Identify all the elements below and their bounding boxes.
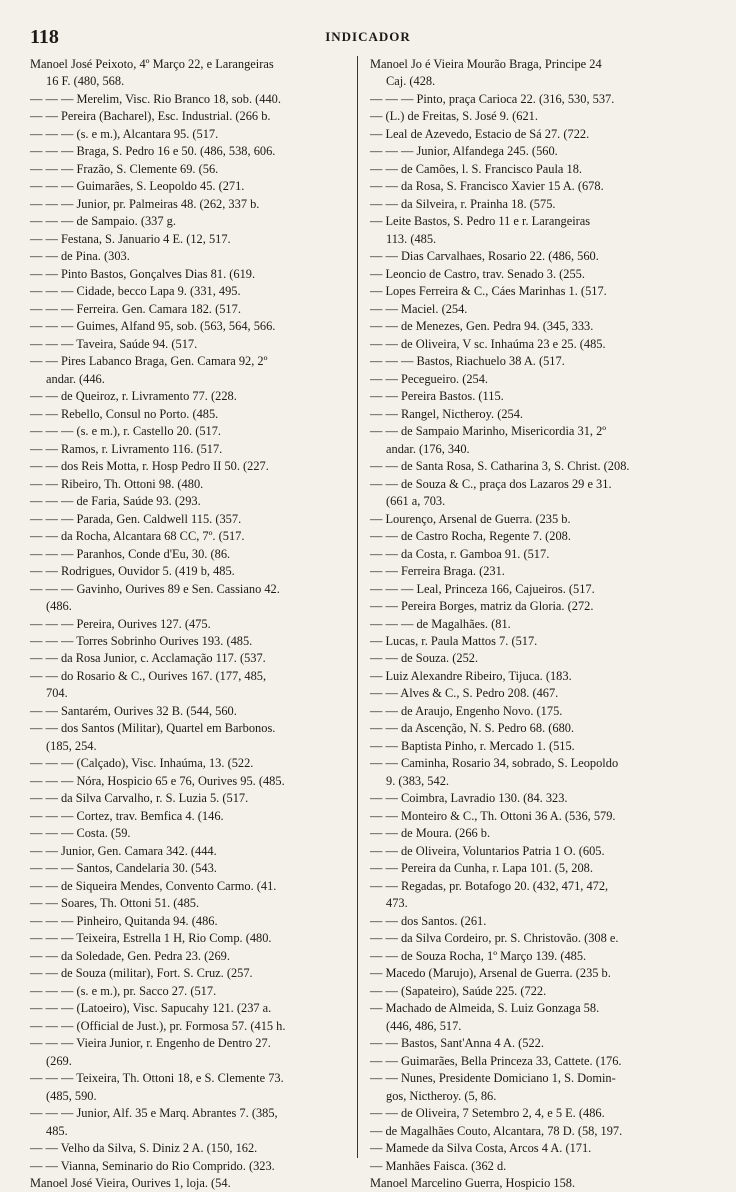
entry-line: — — — Nóra, Hospicio 65 e 76, Ourives 95. (485. xyxy=(30,773,285,788)
entry-line: — — — Parada, Gen. Caldwell 115. (357. xyxy=(30,511,242,526)
entry-line: — — Rodrigues, Ouvidor 5. (419 b, 485. xyxy=(30,564,235,579)
entry-line: (185, 254. xyxy=(46,738,97,753)
entry-line: — — Regadas, pr. Botafogo 20. (432, 471, 472, xyxy=(370,878,609,893)
entry-line: (486. xyxy=(46,599,72,614)
entry-line: — (L.) de Freitas, S. José 9. (621. xyxy=(370,109,538,124)
entry-line: — — Rebello, Consul no Porto. (485. xyxy=(30,406,219,421)
entry-line: — — de Araujo, Engenho Novo. (175. xyxy=(370,703,563,718)
entry-line: — Lourenço, Arsenal de Guerra. (235 b. xyxy=(370,511,571,526)
right-column xyxy=(370,56,712,1190)
entry-line: — Leite Bastos, S. Pedro 11 e r. Larangeiras xyxy=(370,214,591,229)
entry-line: — — — (Latoeiro), Visc. Sapucahy 121. (237 a. xyxy=(30,1001,272,1016)
entry-line: — — Baptista Pinho, r. Mercado 1. (515. xyxy=(370,738,575,753)
entry-line: — — — Teixeira, Th. Ottoni 18, e S. Clemente 73. xyxy=(30,1071,284,1086)
entry-line: — — — (s. e m.), pr. Sacco 27. (517. xyxy=(30,983,217,998)
entry-line: — Leal de Azevedo, Estacio de Sá 27. (722. xyxy=(370,126,590,141)
entry-line: — — Santarém, Ourives 32 B. (544, 560. xyxy=(30,703,237,718)
page-title: INDICADOR xyxy=(325,29,411,44)
entry-line: — — Ribeiro, Th. Ottoni 98. (480. xyxy=(30,476,204,491)
entry-line: — — da Rosa Junior, c. Acclamação 117. (537. xyxy=(30,651,266,666)
entry-line: — — Ramos, r. Livramento 116. (517. xyxy=(30,441,223,456)
entry-line: 9. (383, 542. xyxy=(386,773,449,788)
entry-line: — — Guimarães, Bella Princeza 33, Cattete. (176. xyxy=(370,1053,622,1068)
entry-line: — — Festana, S. Januario 4 E. (12, 517. xyxy=(30,231,231,246)
entry-line: — — — Junior, Alf. 35 e Marq. Abrantes 7. (385, xyxy=(30,1106,278,1121)
entry-line: — — de Pina. (303. xyxy=(30,249,130,264)
entry-line: — — (Sapateiro), Saúde 225. (722. xyxy=(370,983,547,998)
entry-line: — — — Junior, pr. Palmeiras 48. (262, 337 b. xyxy=(30,196,260,211)
entry-line: Caj. (428. xyxy=(386,74,436,89)
entry-line: — — Pereira (Bacharel), Esc. Industrial. (266 b. xyxy=(30,109,271,124)
entry-line: — Lopes Ferreira & C., Cáes Marinhas 1. (517. xyxy=(370,284,607,299)
entry-line: 16 F. (480, 568. xyxy=(46,74,125,89)
entry-line: — — — Cortez, trav. Bemfica 4. (146. xyxy=(30,808,224,823)
entry-line: — — da Costa, r. Gamboa 91. (517. xyxy=(370,546,550,561)
entry-line: — — da Rocha, Alcantara 68 CC, 7º. (517. xyxy=(30,529,245,544)
entry-line: Manoel José Peixoto, 4º Março 22, e Larangeiras xyxy=(30,57,274,71)
entry-line: — — Coimbra, Lavradio 130. (84. 323. xyxy=(370,791,568,806)
entry-line: — — — Frazão, S. Clemente 69. (56. xyxy=(30,161,219,176)
entry-line: (661 a, 703. xyxy=(386,494,446,509)
entry-line: — — Rangel, Nictheroy. (254. xyxy=(370,406,524,421)
entry-line: — — Pereira Borges, matriz da Gloria. (272. xyxy=(370,599,594,614)
entry-line: andar. (176, 340. xyxy=(386,441,470,456)
entry-line: — — do Rosario & C., Ourives 167. (177, 485, xyxy=(30,668,267,683)
page-number: 118 xyxy=(30,26,59,48)
entry-line: — — — Bastos, Riachuelo 38 A. (517. xyxy=(370,354,565,369)
entry-line: — — de Santa Rosa, S. Catharina 3, S. Christ. (208. xyxy=(370,459,630,474)
entry-line: — — Pinto Bastos, Gonçalves Dias 81. (619. xyxy=(30,266,256,281)
entry-line: — — — (Calçado), Visc. Inhaúma, 13. (522. xyxy=(30,756,254,771)
entry-line: — — — Gavinho, Ourives 89 e Sen. Cassiano 42. xyxy=(30,581,280,596)
entry-line: — — Ferreira Braga. (231. xyxy=(370,564,505,579)
entry-line: 485. xyxy=(46,1123,68,1138)
entry-line: — — Dias Carvalhaes, Rosario 22. (486, 560. xyxy=(370,249,599,264)
entry-line: — — Nunes, Presidente Domiciano 1, S. Domin- xyxy=(370,1071,616,1086)
entry-line: — Leoncio de Castro, trav. Senado 3. (255. xyxy=(370,266,585,281)
entry-line: — — — Guimes, Alfand 95, sob. (563, 564, 566. xyxy=(30,319,276,334)
entry-line: — — da Rosa, S. Francisco Xavier 15 A. (678. xyxy=(370,179,604,194)
entry-line: — — — Taveira, Saúde 94. (517. xyxy=(30,336,198,351)
entry-line: — — — Ferreira. Gen. Camara 182. (517. xyxy=(30,301,241,316)
entry-line: — — Soares, Th. Ottoni 51. (485. xyxy=(30,896,200,911)
entry-line: 704. xyxy=(46,686,68,701)
entry-line: — — — Pinto, praça Carioca 22. (316, 530, 537. xyxy=(370,91,615,106)
entry-line: — — de Souza. (252. xyxy=(370,651,479,666)
entry-line: — Manhães Faisca. (362 d. xyxy=(370,1158,507,1173)
entry-line: — — de Castro Rocha, Regente 7. (208. xyxy=(370,529,571,544)
entry-line: — Lucas, r. Paula Mattos 7. (517. xyxy=(370,633,538,648)
entry-line: — — de Souza Rocha, 1º Março 139. (485. xyxy=(370,948,587,963)
entry-line: — — de Souza (militar), Fort. S. Cruz. (257. xyxy=(30,966,253,981)
entry-line: — — Junior, Gen. Camara 342. (444. xyxy=(30,843,217,858)
entry-line: — — de Menezes, Gen. Pedra 94. (345, 333. xyxy=(370,319,594,334)
entry-line: gos, Nictheroy. (5, 86. xyxy=(386,1088,497,1103)
entry-line: — — — de Sampaio. (337 g. xyxy=(30,214,176,229)
entry-line: Manoel Jo é Vieira Mourão Braga, Principe 24 xyxy=(370,57,602,71)
entry-line: — — — (s. e m.), Alcantara 95. (517. xyxy=(30,126,219,141)
entry-line: — — — de Faria, Saúde 93. (293. xyxy=(30,494,201,509)
entry-line: 113. (485. xyxy=(386,231,437,246)
entry-line: — — de Siqueira Mendes, Convento Carmo. (41. xyxy=(30,878,277,893)
entry-line: — — Maciel. (254. xyxy=(370,301,468,316)
entry-line: — — de Camões, l. S. Francisco Paula 18. xyxy=(370,161,582,176)
entry-line: — — Bastos, Sant'Anna 4 A. (522. xyxy=(370,1036,544,1051)
entry-line: — — da Silva Carvalho, r. S. Luzia 5. (517. xyxy=(30,791,249,806)
entry-line: — — dos Santos. (261. xyxy=(370,913,487,928)
entry-line: andar. (446. xyxy=(46,371,105,386)
entry-line: — — da Silveira, r. Prainha 18. (575. xyxy=(370,196,556,211)
entry-line: — Mamede da Silva Costa, Arcos 4 A. (171. xyxy=(370,1141,592,1156)
entry-line: — — da Ascenção, N. S. Pedro 68. (680. xyxy=(370,721,575,736)
entry-line: — — de Oliveira, V sc. Inhaúma 23 e 25. (485. xyxy=(370,336,606,351)
entry-line: — — Monteiro & C., Th. Ottoni 36 A. (536, 579. xyxy=(370,808,616,823)
entry-line: — — de Sampaio Marinho, Misericordia 31, 2º xyxy=(370,424,607,439)
entry-line: — — Pires Labanco Braga, Gen. Camara 92, 2º xyxy=(30,354,268,369)
entry-line: (446, 486, 517. xyxy=(386,1018,462,1033)
entry-line: — — Caminha, Rosario 34, sobrado, S. Leopoldo xyxy=(370,756,619,771)
entry-line: — — de Moura. (266 b. xyxy=(370,826,491,841)
entry-line: — — — Vieira Junior, r. Engenho de Dentro 27. xyxy=(30,1036,271,1051)
entry-line: — — — Santos, Candelaria 30. (543. xyxy=(30,861,217,876)
entry-line: — de Magalhães Couto, Alcantara, 78 D. (58, 197. xyxy=(370,1123,623,1138)
page-header xyxy=(30,26,706,50)
entry-line: Manoel Marcelino Guerra, Hospicio 158. xyxy=(370,1176,576,1190)
entry-line: Manoel José Vieira, Ourives 1, loja. (54. xyxy=(30,1176,231,1190)
entry-line: — — Pereira da Cunha, r. Lapa 101. (5, 208. xyxy=(370,861,593,876)
entry-line: — — — Merelim, Visc. Rio Branco 18, sob. (440. xyxy=(30,91,281,106)
entry-line: — — de Queiroz, r. Livramento 77. (228. xyxy=(30,389,237,404)
entry-line: — — — Pinheiro, Quitanda 94. (486. xyxy=(30,913,218,928)
entry-line: — Macedo (Marujo), Arsenal de Guerra. (235 b. xyxy=(370,966,611,981)
entry-line: — Luiz Alexandre Ribeiro, Tijuca. (183. xyxy=(370,668,572,683)
entry-line: (269. xyxy=(46,1053,72,1068)
entry-line: (485, 590. xyxy=(46,1088,97,1103)
entry-line: — — dos Reis Motta, r. Hosp Pedro II 50. (227. xyxy=(30,459,269,474)
entry-line: — — — Costa. (59. xyxy=(30,826,131,841)
entry-line: — — — Cidade, becco Lapa 9. (331, 495. xyxy=(30,284,241,299)
entry-line: — — — Teixeira, Estrella 1 H, Rio Comp. (480. xyxy=(30,931,272,946)
entry-line: — — Pecegueiro. (254. xyxy=(370,371,489,386)
entry-line: — — — Paranhos, Conde d'Eu, 30. (86. xyxy=(30,546,231,561)
entry-line: — — Alves & C., S. Pedro 208. (467. xyxy=(370,686,559,701)
entry-line: — — — (Official de Just.), pr. Formosa 57. (415 h. xyxy=(30,1018,286,1033)
entry-line: — — Pereira Bastos. (115. xyxy=(370,389,504,404)
entry-line: — — Velho da Silva, S. Diniz 2 A. (150, 162. xyxy=(30,1141,258,1156)
entry-line: — — — Torres Sobrinho Ourives 193. (485. xyxy=(30,633,253,648)
entry-line: — — — Braga, S. Pedro 16 e 50. (486, 538, 606. xyxy=(30,144,276,159)
entry-line: — — da Soledade, Gen. Pedra 23. (269. xyxy=(30,948,230,963)
entry-line: 473. xyxy=(386,896,408,911)
entry-line: — — de Oliveira, 7 Setembro 2, 4, e 5 E. (486. xyxy=(370,1106,605,1121)
column-divider xyxy=(357,56,358,1158)
entry-line: — — dos Santos (Militar), Quartel em Barbonos. xyxy=(30,721,276,736)
entry-line: — — de Oliveira, Voluntarios Patria 1 O. (605. xyxy=(370,843,605,858)
entry-line: — — — Junior, Alfandega 245. (560. xyxy=(370,144,558,159)
entry-line: — Machado de Almeida, S. Luiz Gonzaga 58. xyxy=(370,1001,600,1016)
left-column xyxy=(30,56,345,1190)
entry-line: — — — de Magalhães. (81. xyxy=(370,616,511,631)
entry-line: — — — (s. e m.), r. Castello 20. (517. xyxy=(30,424,222,439)
entry-line: — — de Souza & C., praça dos Lazaros 29 e 31. xyxy=(370,476,612,491)
entry-line: — — Vianna, Seminario do Rio Comprido. (323. xyxy=(30,1158,275,1173)
entry-line: — — — Guimarães, S. Leopoldo 45. (271. xyxy=(30,179,245,194)
entry-line: — — — Leal, Princeza 166, Cajueiros. (517. xyxy=(370,581,595,596)
entry-line: — — — Pereira, Ourives 127. (475. xyxy=(30,616,211,631)
entry-line: — — da Silva Cordeiro, pr. S. Christovão. (308 e. xyxy=(370,931,619,946)
